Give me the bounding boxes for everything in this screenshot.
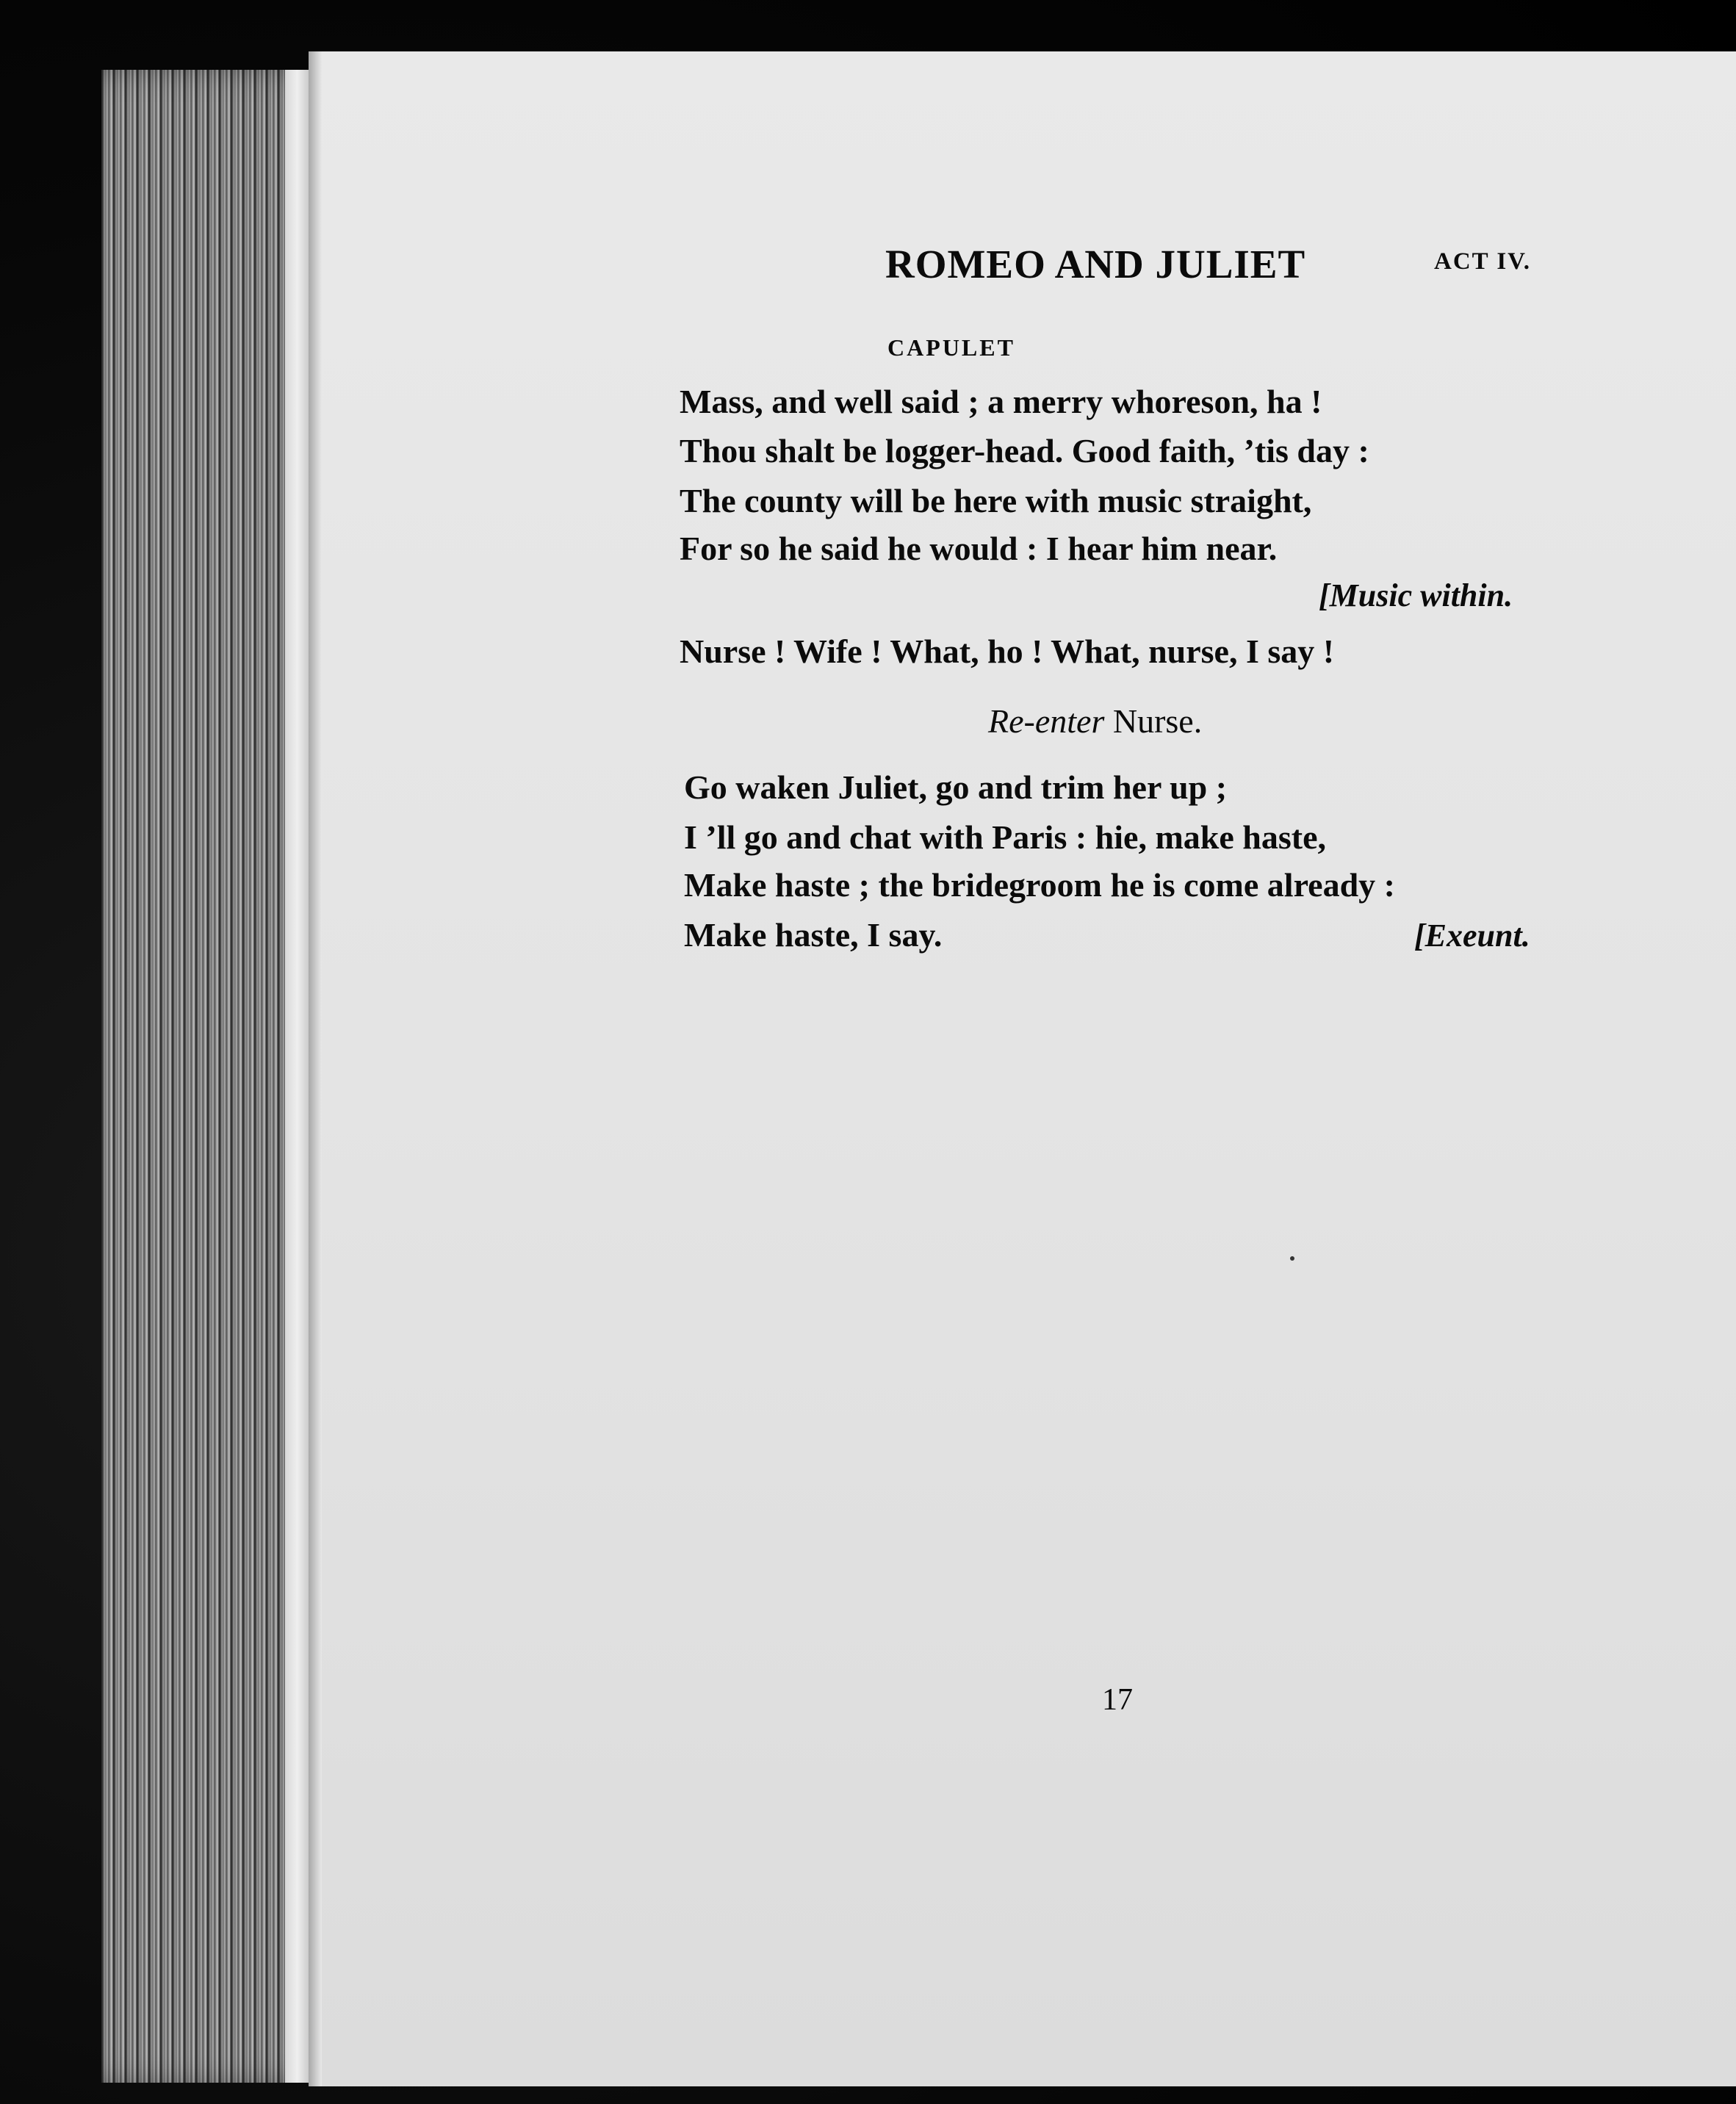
book-page — [309, 51, 1736, 2086]
verse-line: Make haste, I say. — [684, 916, 943, 954]
ink-speck — [1290, 1256, 1294, 1261]
verse-line: I ’ll go and chat with Paris : hie, make haste, — [684, 818, 1326, 856]
entrance-verb: Re-enter — [988, 702, 1105, 740]
stage-direction: [Music within. — [1319, 577, 1513, 613]
verse-line: Thou shalt be logger-head. Good faith, ’tis day : — [680, 432, 1369, 469]
entrance-character: Nurse. — [1104, 702, 1203, 740]
verse-line: The county will be here with music straight, — [680, 482, 1312, 519]
entrance-direction — [988, 702, 1202, 741]
verse-line: Make haste ; the bridegroom he is come already : — [684, 866, 1395, 904]
verse-line: Go waken Juliet, go and trim her up ; — [684, 768, 1228, 806]
speaker-name: CAPULET — [887, 334, 1015, 361]
verse-line: Nurse ! Wife ! What, ho ! What, nurse, I say ! — [680, 633, 1335, 670]
book-page-edges — [101, 70, 322, 2083]
stage-direction: [Exeunt. — [1414, 918, 1530, 954]
running-title: ROMEO AND JULIET — [885, 242, 1306, 287]
page-number: 17 — [1102, 1683, 1133, 1717]
verse-line: Mass, and well said ; a merry whoreson, ha ! — [680, 383, 1322, 420]
verse-line: For so he said he would : I hear him near. — [680, 530, 1278, 567]
act-label: ACT IV. — [1434, 248, 1531, 275]
